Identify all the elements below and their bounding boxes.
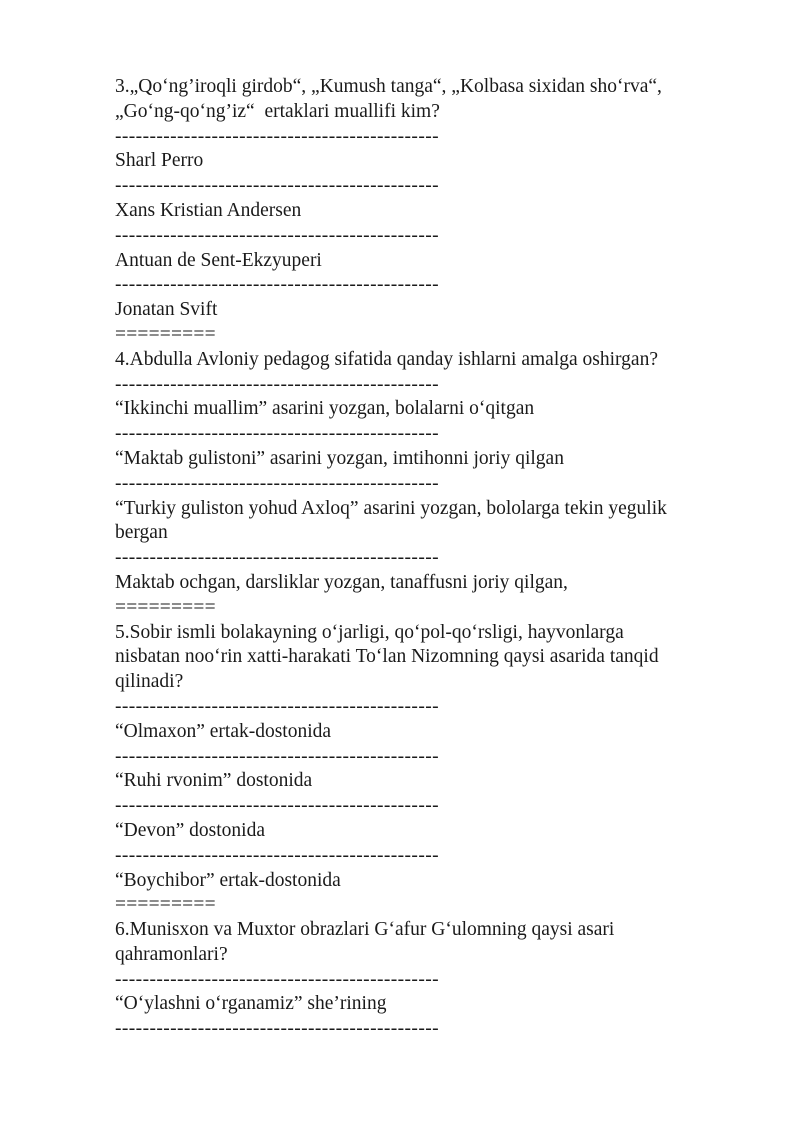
answer-option-continuation: bergan <box>115 522 168 544</box>
dash-separator: ----------------------------------------------- <box>115 423 440 445</box>
question-text-line: 5.Sobir ismli bolakayning o‘jarligi, qo‘pol-qo‘rsligi, hayvonlarga <box>115 621 624 643</box>
dash-separator: ----------------------------------------------- <box>115 745 440 767</box>
equals-separator: ========= <box>115 596 216 618</box>
dash-separator: ----------------------------------------------- <box>115 695 440 717</box>
question-block <box>115 348 735 621</box>
answer-option: Antuan de Sent-Ekzyuperi <box>115 249 322 271</box>
answer-option: “Devon” dostonida <box>115 819 266 841</box>
dash-separator: ----------------------------------------------- <box>115 968 440 990</box>
answer-option: Maktab ochgan, darsliklar yozgan, tanaffusni joriy qilgan, <box>115 571 568 593</box>
question-text-line: qilinadi? <box>115 671 184 693</box>
dash-separator: ----------------------------------------------- <box>115 175 440 197</box>
answer-option: “Olmaxon” ertak-dostonida <box>115 720 332 742</box>
question-text-line: 6.Munisxon va Muxtor obrazlari G‘afur G‘ulomning qaysi asari <box>115 919 615 941</box>
dash-separator: ----------------------------------------------- <box>115 373 440 395</box>
question-block <box>115 918 735 1042</box>
answer-option: “Maktab gulistoni” asarini yozgan, imtihonni joriy qilgan <box>115 447 564 469</box>
question-text-line: 3.„Qo‘ng’iroqli girdob“, „Kumush tanga“, „Kolbasa sixidan sho‘rva“, <box>115 76 662 97</box>
question-block <box>115 621 735 919</box>
question-block <box>115 75 735 348</box>
answer-option: “Turkiy guliston yohud Axloq” asarini yozgan, bololarga tekin yegulik <box>115 497 667 519</box>
answer-option: Jonatan Svift <box>115 299 218 321</box>
dash-separator: ----------------------------------------------- <box>115 547 440 569</box>
question-text-line: qahramonlari? <box>115 943 228 965</box>
dash-separator: ----------------------------------------------- <box>115 224 440 246</box>
answer-option: “Boychibor” ertak-dostonida <box>115 869 341 891</box>
dash-separator: ----------------------------------------------- <box>115 274 440 296</box>
answer-option: Sharl Perro <box>115 150 204 172</box>
question-text-line: „Go‘ng-qo‘ng’iz“ ertaklari muallifi kim? <box>115 100 440 122</box>
answer-option: “O‘ylashni o‘rganamiz” she’rining <box>115 993 387 1015</box>
equals-separator: ========= <box>115 323 216 345</box>
question-text-line: nisbatan noo‘rin xatti-harakati To‘lan Nizomning qaysi asarida tanqid <box>115 646 659 668</box>
answer-option: “Ruhi rvonim” dostonida <box>115 770 313 792</box>
equals-separator: ========= <box>115 894 216 916</box>
dash-separator: ----------------------------------------------- <box>115 795 440 817</box>
answer-option: Xans Kristian Andersen <box>115 199 302 221</box>
document-page <box>115 75 735 1042</box>
dash-separator: ----------------------------------------------- <box>115 125 440 147</box>
answer-option: “Ikkinchi muallim” asarini yozgan, bolalarni o‘qitgan <box>115 398 535 420</box>
dash-separator: ----------------------------------------------- <box>115 472 440 494</box>
dash-separator: ----------------------------------------------- <box>115 1018 440 1040</box>
question-text-line: 4.Abdulla Avloniy pedagog sifatida qanday ishlarni amalga oshirgan? <box>115 348 658 370</box>
dash-separator: ----------------------------------------------- <box>115 844 440 866</box>
